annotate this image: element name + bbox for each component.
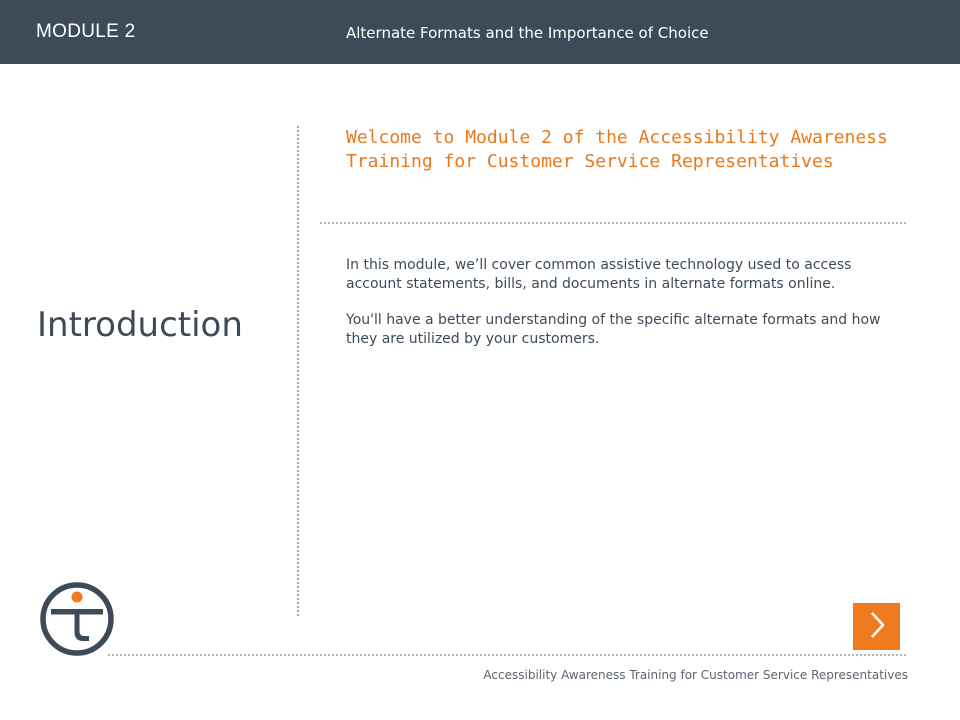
module-title: Alternate Formats and the Importance of Choice (346, 24, 709, 42)
body-text (346, 256, 896, 366)
footer-divider (108, 654, 906, 656)
accessibility-logo-icon (38, 580, 116, 658)
footer-course-title: Accessibility Awareness Training for Customer Service Representatives (483, 668, 908, 682)
welcome-heading: Welcome to Module 2 of the Accessibility Awareness Training for Customer Service Representatives (346, 127, 888, 172)
vertical-divider (297, 126, 299, 616)
header-bar (0, 0, 960, 64)
chevron-right-icon (866, 610, 888, 644)
next-button[interactable] (853, 603, 900, 650)
paragraph-outcome: You'll have a better understanding of the specific alternate formats and how they are utilized by your customers. (346, 312, 881, 347)
paragraph-intro: In this module, we’ll cover common assistive technology used to access account statements, bills, and documents in alternate formats online. (346, 257, 852, 292)
section-title: Introduction (37, 305, 243, 345)
module-label: MODULE 2 (36, 21, 136, 42)
heading-divider (320, 222, 906, 224)
